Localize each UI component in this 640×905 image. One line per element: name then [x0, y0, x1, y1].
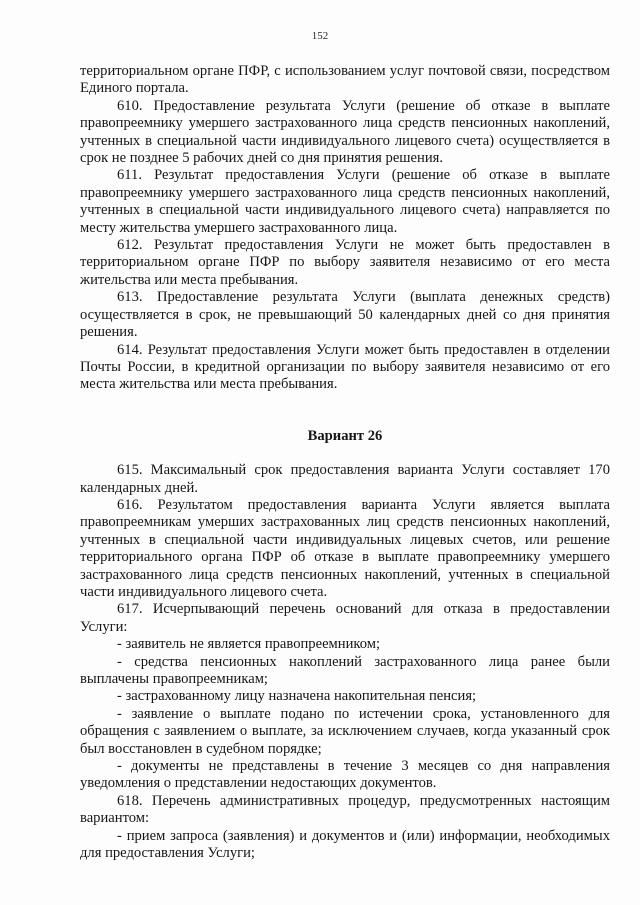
paragraph-611: 611. Результат предоставления Услуги (решение об отказе в выплате правопреемнику умершего застрахованного лица средств пенсионных накоплений, учтенных в специальной части индивидуального лицевого счета) направляется по месту жительства умершего застрахованного лица.: [80, 167, 610, 236]
list-item: - застрахованному лицу назначена накопительная пенсия;: [117, 688, 477, 705]
list-item: - заявление о выплате подано по истечении срока, установленного для обращения с заявлением о выплате, за исключением случаев, когда указанный срок был восстановлен в судебном порядке;: [80, 705, 610, 757]
paragraph-615: 615. Максимальный срок предоставления варианта Услуги составляет 170 календарных дней.: [80, 462, 610, 496]
section-heading: Вариант 26: [307, 427, 383, 444]
paragraph-618: 618. Перечень административных процедур, предусмотренных настоящим вариантом:: [80, 792, 610, 827]
document-body: [80, 63, 610, 862]
paragraph-610: 610. Предоставление результата Услуги (решение об отказе в выплате правопреемнику умершего застрахованного лица средств пенсионных накоплений, учтенных в специальной части индивидуального лицевого счета) осуществляется в срок не позднее 5 рабочих дней со дня принятия решения.: [80, 97, 610, 167]
paragraph-616: 616. Результатом предоставления варианта Услуги является выплата правопреемникам умерших застрахованных лиц средств пенсионных накоплений, учтенных в специальной части индивидуальных лицевых счетов, или решение территориального органа ПФР об отказе в выплате правопреемнику умершего застрахованного лица средств пенсионных накоплений, учтенных в специальной части индивидуального лицевого счета.: [80, 496, 610, 600]
list-item: - заявитель не является правопреемником;: [117, 636, 381, 653]
list-item: - средства пенсионных накоплений застрахованного лица ранее были выплачены правопреемникам;: [80, 653, 610, 687]
list-item: - прием запроса (заявления) и документов и (или) информации, необходимых для предоставления Услуги;: [80, 827, 610, 862]
paragraph-617: 617. Исчерпывающий перечень оснований для отказа в предоставлении Услуги:: [80, 601, 610, 635]
list-item: - документы не представлены в течение 3 месяцев со дня направления уведомления о представлении недостающих документов.: [80, 758, 610, 792]
paragraph-613: 613. Предоставление результата Услуги (выплата денежных средств) осуществляется в срок, не превышающий 50 календарных дней со дня принятия решения.: [80, 289, 610, 341]
paragraph-614: 614. Результат предоставления Услуги может быть предоставлен в отделении Почты России, в кредитной организации по выбору заявителя независимо от его места жительства или места пребывания.: [80, 341, 610, 393]
paragraph-continuation: территориальном органе ПФР, с использованием услуг почтовой связи, посредством Единого портала.: [80, 63, 610, 97]
paragraph-612: 612. Результат предоставления Услуги не может быть предоставлен в территориальном органе ПФР по выбору заявителя независимо от его места жительства или места пребывания.: [80, 237, 610, 288]
page-number: 152: [311, 30, 329, 42]
